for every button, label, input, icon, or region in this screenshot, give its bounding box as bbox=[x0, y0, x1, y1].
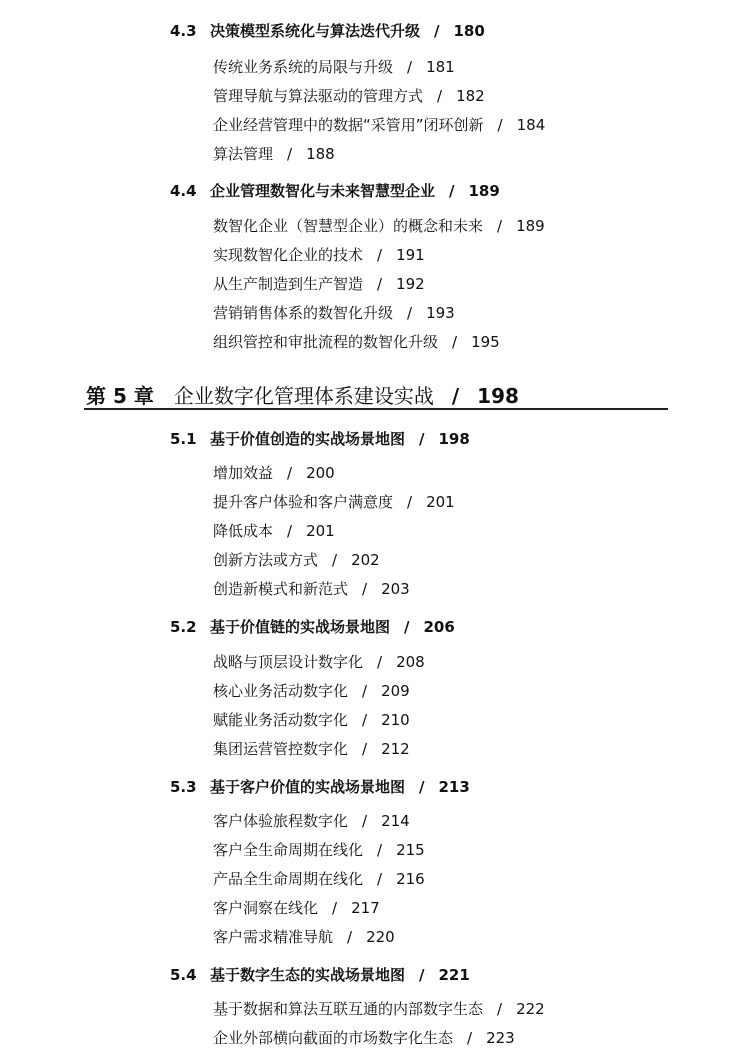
chapter-label: 第 5 章 bbox=[86, 384, 154, 408]
separator: / bbox=[287, 522, 293, 540]
item-title: 客户全生命周期在线化 bbox=[213, 841, 364, 859]
section-title: 基于价值链的实战场景地图 bbox=[210, 618, 391, 636]
separator: / bbox=[451, 384, 460, 408]
item-title: 客户需求精准导航 bbox=[213, 928, 334, 946]
separator: / bbox=[419, 966, 425, 984]
toc-item[interactable] bbox=[213, 331, 500, 352]
toc-item[interactable] bbox=[213, 244, 425, 265]
toc-item[interactable] bbox=[213, 998, 545, 1019]
section-number: 5.3 bbox=[170, 778, 197, 796]
separator: / bbox=[419, 778, 425, 796]
item-page: 184 bbox=[516, 116, 546, 134]
section-page: 180 bbox=[453, 22, 485, 40]
item-page: 181 bbox=[426, 58, 455, 76]
section-number: 5.1 bbox=[170, 430, 197, 448]
item-page: 195 bbox=[471, 333, 500, 351]
section-title: 企业管理数智化与未来智慧型企业 bbox=[210, 182, 436, 200]
item-title: 降低成本 bbox=[213, 522, 274, 540]
separator: / bbox=[497, 217, 503, 235]
item-title: 实现数智化企业的技术 bbox=[213, 246, 364, 264]
item-title: 传统业务系统的局限与升级 bbox=[213, 58, 394, 76]
item-title: 提升客户体验和客户满意度 bbox=[213, 493, 394, 511]
item-page: 208 bbox=[396, 653, 425, 671]
toc-item[interactable] bbox=[213, 56, 455, 77]
toc-item[interactable] bbox=[213, 810, 410, 831]
separator: / bbox=[362, 812, 368, 830]
separator: / bbox=[347, 928, 353, 946]
item-page: 193 bbox=[426, 304, 455, 322]
item-title: 从生产制造到生产智造 bbox=[213, 275, 364, 293]
item-page: 222 bbox=[516, 1000, 545, 1018]
toc-item[interactable] bbox=[213, 839, 425, 860]
item-page: 212 bbox=[381, 740, 410, 758]
separator: / bbox=[377, 275, 383, 293]
item-title: 企业经营管理中的数据“采管用”闭环创新 bbox=[213, 116, 484, 134]
toc-item[interactable] bbox=[213, 738, 410, 759]
toc-section-5-3[interactable] bbox=[170, 776, 470, 797]
separator: / bbox=[407, 493, 413, 511]
item-page: 191 bbox=[396, 246, 425, 264]
item-page: 201 bbox=[306, 522, 335, 540]
separator: / bbox=[287, 145, 293, 163]
toc-item[interactable] bbox=[213, 302, 455, 323]
toc-item[interactable] bbox=[213, 114, 545, 135]
separator: / bbox=[407, 304, 413, 322]
item-title: 战略与顶层设计数字化 bbox=[213, 653, 364, 671]
toc-item[interactable] bbox=[213, 549, 380, 570]
toc-item[interactable] bbox=[213, 462, 335, 483]
toc-item[interactable] bbox=[213, 273, 425, 294]
section-page: 189 bbox=[468, 182, 500, 200]
toc-item[interactable] bbox=[213, 578, 410, 599]
toc-chapter-5[interactable] bbox=[86, 380, 519, 409]
toc-item[interactable] bbox=[213, 651, 425, 672]
item-page: 188 bbox=[306, 145, 335, 163]
item-page: 209 bbox=[381, 682, 410, 700]
item-title: 客户洞察在线化 bbox=[213, 899, 319, 917]
section-title: 基于数字生态的实战场景地图 bbox=[210, 966, 406, 984]
separator: / bbox=[437, 87, 443, 105]
toc-item[interactable] bbox=[213, 143, 335, 164]
toc-item[interactable] bbox=[213, 85, 485, 106]
item-title: 企业外部横向截面的市场数字化生态 bbox=[213, 1029, 454, 1047]
separator: / bbox=[332, 551, 338, 569]
separator: / bbox=[407, 58, 413, 76]
item-page: 214 bbox=[381, 812, 410, 830]
separator: / bbox=[377, 841, 383, 859]
chapter-title: 企业数字化管理体系建设实战 bbox=[173, 384, 434, 408]
item-page: 220 bbox=[366, 928, 395, 946]
separator: / bbox=[362, 580, 368, 598]
toc-item[interactable] bbox=[213, 709, 410, 730]
separator: / bbox=[449, 182, 455, 200]
item-title: 创造新模式和新范式 bbox=[213, 580, 349, 598]
separator: / bbox=[404, 618, 410, 636]
separator: / bbox=[497, 1000, 503, 1018]
item-title: 基于数据和算法互联互通的内部数字生态 bbox=[213, 1000, 484, 1018]
separator: / bbox=[362, 740, 368, 758]
item-page: 201 bbox=[426, 493, 455, 511]
toc-item[interactable] bbox=[213, 897, 380, 918]
item-title: 核心业务活动数字化 bbox=[213, 682, 349, 700]
toc-item[interactable] bbox=[213, 491, 455, 512]
separator: / bbox=[377, 246, 383, 264]
item-title: 增加效益 bbox=[213, 464, 274, 482]
toc-item[interactable] bbox=[213, 520, 335, 541]
section-title: 基于价值创造的实战场景地图 bbox=[210, 430, 406, 448]
toc-item[interactable] bbox=[213, 1027, 515, 1048]
separator: / bbox=[467, 1029, 473, 1047]
section-page: 213 bbox=[438, 778, 470, 796]
section-page: 198 bbox=[438, 430, 470, 448]
item-page: 217 bbox=[351, 899, 380, 917]
chapter-page: 198 bbox=[477, 384, 519, 408]
item-title: 管理导航与算法驱动的管理方式 bbox=[213, 87, 424, 105]
section-title: 基于客户价值的实战场景地图 bbox=[210, 778, 406, 796]
section-number: 5.2 bbox=[170, 618, 197, 636]
item-page: 223 bbox=[486, 1029, 515, 1047]
separator: / bbox=[377, 870, 383, 888]
item-title: 组织管控和审批流程的数智化升级 bbox=[213, 333, 439, 351]
item-title: 营销销售体系的数智化升级 bbox=[213, 304, 394, 322]
toc-section-4-4[interactable] bbox=[170, 180, 500, 201]
separator: / bbox=[434, 22, 440, 40]
item-title: 赋能业务活动数字化 bbox=[213, 711, 349, 729]
item-page: 182 bbox=[456, 87, 485, 105]
separator: / bbox=[497, 116, 503, 134]
toc-section-5-4[interactable] bbox=[170, 964, 470, 985]
section-title: 决策模型系统化与算法迭代升级 bbox=[210, 22, 421, 40]
item-title: 算法管理 bbox=[213, 145, 274, 163]
item-page: 192 bbox=[396, 275, 425, 293]
item-page: 215 bbox=[396, 841, 425, 859]
item-page: 189 bbox=[516, 217, 545, 235]
section-number: 4.3 bbox=[170, 22, 197, 40]
item-page: 200 bbox=[306, 464, 335, 482]
separator: / bbox=[362, 711, 368, 729]
item-page: 210 bbox=[381, 711, 410, 729]
chapter-divider bbox=[84, 408, 668, 410]
item-page: 202 bbox=[351, 551, 380, 569]
section-page: 221 bbox=[438, 966, 470, 984]
separator: / bbox=[419, 430, 425, 448]
section-number: 5.4 bbox=[170, 966, 197, 984]
section-number: 4.4 bbox=[170, 182, 197, 200]
item-page: 203 bbox=[381, 580, 410, 598]
toc-section-5-2[interactable] bbox=[170, 616, 455, 637]
toc-item[interactable] bbox=[213, 926, 395, 947]
item-title: 数智化企业（智慧型企业）的概念和未来 bbox=[213, 217, 484, 235]
item-title: 创新方法或方式 bbox=[213, 551, 319, 569]
toc-section-4-3[interactable] bbox=[170, 20, 485, 41]
toc-item[interactable] bbox=[213, 680, 410, 701]
separator: / bbox=[332, 899, 338, 917]
section-page: 206 bbox=[423, 618, 455, 636]
item-title: 客户体验旅程数字化 bbox=[213, 812, 349, 830]
item-title: 集团运营管控数字化 bbox=[213, 740, 349, 758]
item-title: 产品全生命周期在线化 bbox=[213, 870, 364, 888]
toc-section-5-1[interactable] bbox=[170, 428, 470, 449]
toc-item[interactable] bbox=[213, 868, 425, 889]
separator: / bbox=[377, 653, 383, 671]
item-page: 216 bbox=[396, 870, 425, 888]
toc-item[interactable] bbox=[213, 215, 545, 236]
separator: / bbox=[287, 464, 293, 482]
separator: / bbox=[452, 333, 458, 351]
separator: / bbox=[362, 682, 368, 700]
